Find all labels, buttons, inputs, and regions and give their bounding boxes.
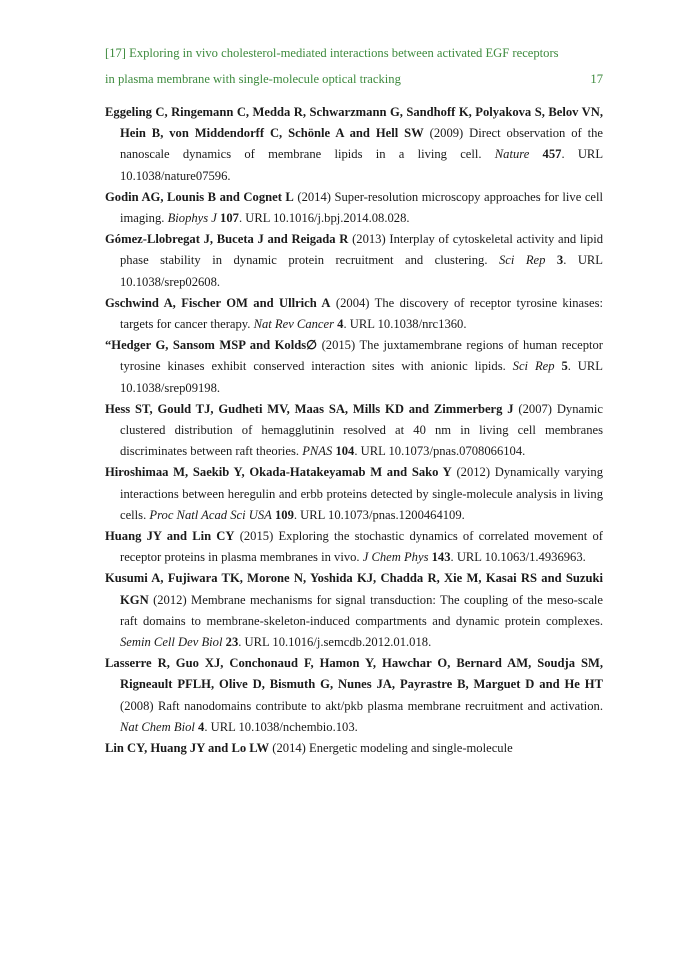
- reference-journal: Sci Rep: [498, 253, 546, 268]
- reference-volume: 143: [431, 550, 451, 565]
- reference-authors: Hess ST, Gould TJ, Gudheti MV, Maas SA, Mills KD and Zimmerberg J: [105, 401, 514, 416]
- reference-url[interactable]: . URL 10.1073/pnas.0708066104.: [354, 444, 526, 459]
- reference-volume: 104: [335, 444, 355, 459]
- reference-authors: Huang JY and Lin CY: [105, 529, 235, 544]
- reference-url[interactable]: . URL 10.1038/nrc1360.: [343, 317, 467, 332]
- reference-authors: Lin CY, Huang JY and Lo LW: [105, 741, 270, 756]
- reference-year: (2004): [330, 295, 375, 310]
- page-number: 17: [590, 72, 603, 86]
- reference-entry: [105, 399, 603, 463]
- reference-entry: [105, 102, 603, 187]
- reference-authors: Gómez-Llobregat J, Buceta J and Reigada R: [105, 232, 349, 247]
- reference-title: Interplay of cytoskeletal activity and lipid phase stability in dynamic protein recruitment and clustering.: [120, 232, 603, 268]
- reference-title: Membrane mechanisms for signal transduction: The coupling of the meso-scale raft domains to membrane-skeleton-induced compartments and dynamic protein complexes.: [120, 592, 603, 628]
- reference-journal: Proc Natl Acad Sci USA: [149, 507, 272, 522]
- reference-authors: Lasserre R, Guo XJ, Conchonaud F, Hamon Y, Hawchar O, Bernard AM, Soudja SM, Rigneault PFLH, Olive D, Bismuth G, Nunes JA, Payrastre B, Marguet D and He HT: [105, 656, 603, 692]
- reference-list: [105, 102, 603, 759]
- reference-url[interactable]: . URL 10.1073/pnas.1200464109.: [293, 507, 465, 522]
- reference-authors: Kusumi A, Fujiwara TK, Morone N, Yoshida KJ, Chadda R, Xie M, Kasai RS and Suzuki KGN: [105, 571, 603, 607]
- reference-url[interactable]: . URL 10.1038/srep02608.: [120, 253, 604, 289]
- reference-year: (2014): [269, 741, 310, 756]
- reference-title: Direct observation of the nanoscale dynamics of membrane lipids in a living cell.: [120, 126, 603, 162]
- reference-url[interactable]: . URL 10.1038/srep09198.: [120, 359, 603, 395]
- reference-volume: 4: [337, 317, 344, 332]
- reference-journal: PNAS: [302, 444, 333, 459]
- reference-title: The discovery of receptor tyrosine kinases: targets for cancer therapy.: [120, 295, 603, 332]
- reference-entry: [105, 293, 603, 335]
- reference-title: Energetic modeling and single-molecule: [309, 741, 513, 756]
- running-header: [105, 40, 603, 92]
- reference-journal: Nat Rev Cancer: [253, 317, 335, 332]
- reference-journal: Nature: [494, 147, 530, 162]
- reference-volume: 109: [274, 507, 294, 522]
- header-title-line-1: Exploring in vivo cholesterol-mediated interactions between activated EGF receptors: [125, 46, 559, 60]
- reference-entry: [105, 653, 603, 738]
- header-line-2: [105, 66, 603, 92]
- reference-year: (2015): [317, 338, 360, 353]
- reference-entry: [105, 526, 603, 568]
- reference-title: Dynamic clustered distribution of hemagglutinin resolved at 40 nm in living cell membranes discriminates between raft theories.: [120, 401, 603, 459]
- reference-url[interactable]: . URL 10.1038/nchembio.103.: [204, 719, 358, 734]
- reference-authors: “Hedger G, Sansom MSP and Kolds∅: [105, 338, 318, 353]
- reference-entry: [105, 335, 603, 399]
- reference-year: (2015): [234, 529, 279, 544]
- reference-title: The juxtamembrane regions of human receptor tyrosine kinases exhibit conserved interaction sites with anionic lipids.: [120, 338, 603, 374]
- reference-journal: Nat Chem Biol: [120, 719, 195, 734]
- reference-year: (2007): [513, 401, 557, 416]
- reference-entry: [105, 229, 603, 293]
- reference-url[interactable]: . URL 10.1016/j.semcdb.2012.01.018.: [238, 635, 432, 650]
- reference-authors: Hiroshimaa M, Saekib Y, Okada-Hatakeyamab M and Sako Y: [105, 465, 452, 480]
- reference-volume: 23: [225, 635, 239, 650]
- reference-title: Super-resolution microscopy approaches for live cell imaging.: [120, 189, 604, 226]
- header-ref-link[interactable]: [17]: [105, 46, 126, 60]
- reference-entry: [105, 462, 603, 526]
- reference-authors: Gschwind A, Fischer OM and Ullrich A: [105, 295, 331, 310]
- reference-year: (2014): [293, 189, 335, 204]
- reference-url[interactable]: . URL 10.1016/j.bpj.2014.08.028.: [238, 211, 410, 226]
- reference-url[interactable]: . URL 10.1063/1.4936963.: [450, 550, 586, 565]
- reference-journal: Biophys J: [167, 211, 217, 226]
- header-line-1: [105, 40, 603, 66]
- header-title-line-2: in plasma membrane with single-molecule optical tracking: [105, 72, 401, 86]
- reference-volume: 4: [198, 719, 205, 734]
- reference-authors: Godin AG, Lounis B and Cognet L: [105, 189, 294, 204]
- reference-volume: 5: [561, 359, 568, 374]
- reference-url[interactable]: . URL 10.1038/nature07596.: [120, 147, 604, 183]
- reference-year: (2008): [120, 698, 158, 713]
- reference-entry: [105, 568, 603, 653]
- reference-year: (2009): [423, 126, 470, 141]
- reference-authors: Eggeling C, Ringemann C, Medda R, Schwarzmann G, Sandhoff K, Polyakova S, Belov VN, Hein B, von Middendorff C, Schönle A and Hell SW: [105, 105, 603, 141]
- reference-year: (2013): [348, 232, 390, 247]
- reference-entry: [105, 187, 603, 229]
- reference-volume: 107: [220, 211, 239, 226]
- reference-year: (2012): [148, 592, 192, 607]
- reference-journal: J Chem Phys: [362, 550, 429, 565]
- reference-volume: 457: [542, 147, 562, 162]
- reference-title: Exploring the stochastic dynamics of correlated movement of receptor proteins in plasma membranes in vivo.: [120, 529, 603, 565]
- reference-volume: 3: [556, 253, 564, 268]
- reference-title: Raft nanodomains contribute to akt/pkb plasma membrane recruitment and activation.: [158, 698, 604, 713]
- reference-entry: [105, 738, 603, 759]
- reference-journal: Semin Cell Dev Biol: [120, 635, 223, 650]
- reference-year: (2012): [451, 465, 495, 480]
- reference-title: Dynamically varying interactions between heregulin and erbb proteins detected by single-molecule analysis in living cells.: [120, 465, 603, 522]
- reference-journal: Sci Rep: [512, 359, 555, 374]
